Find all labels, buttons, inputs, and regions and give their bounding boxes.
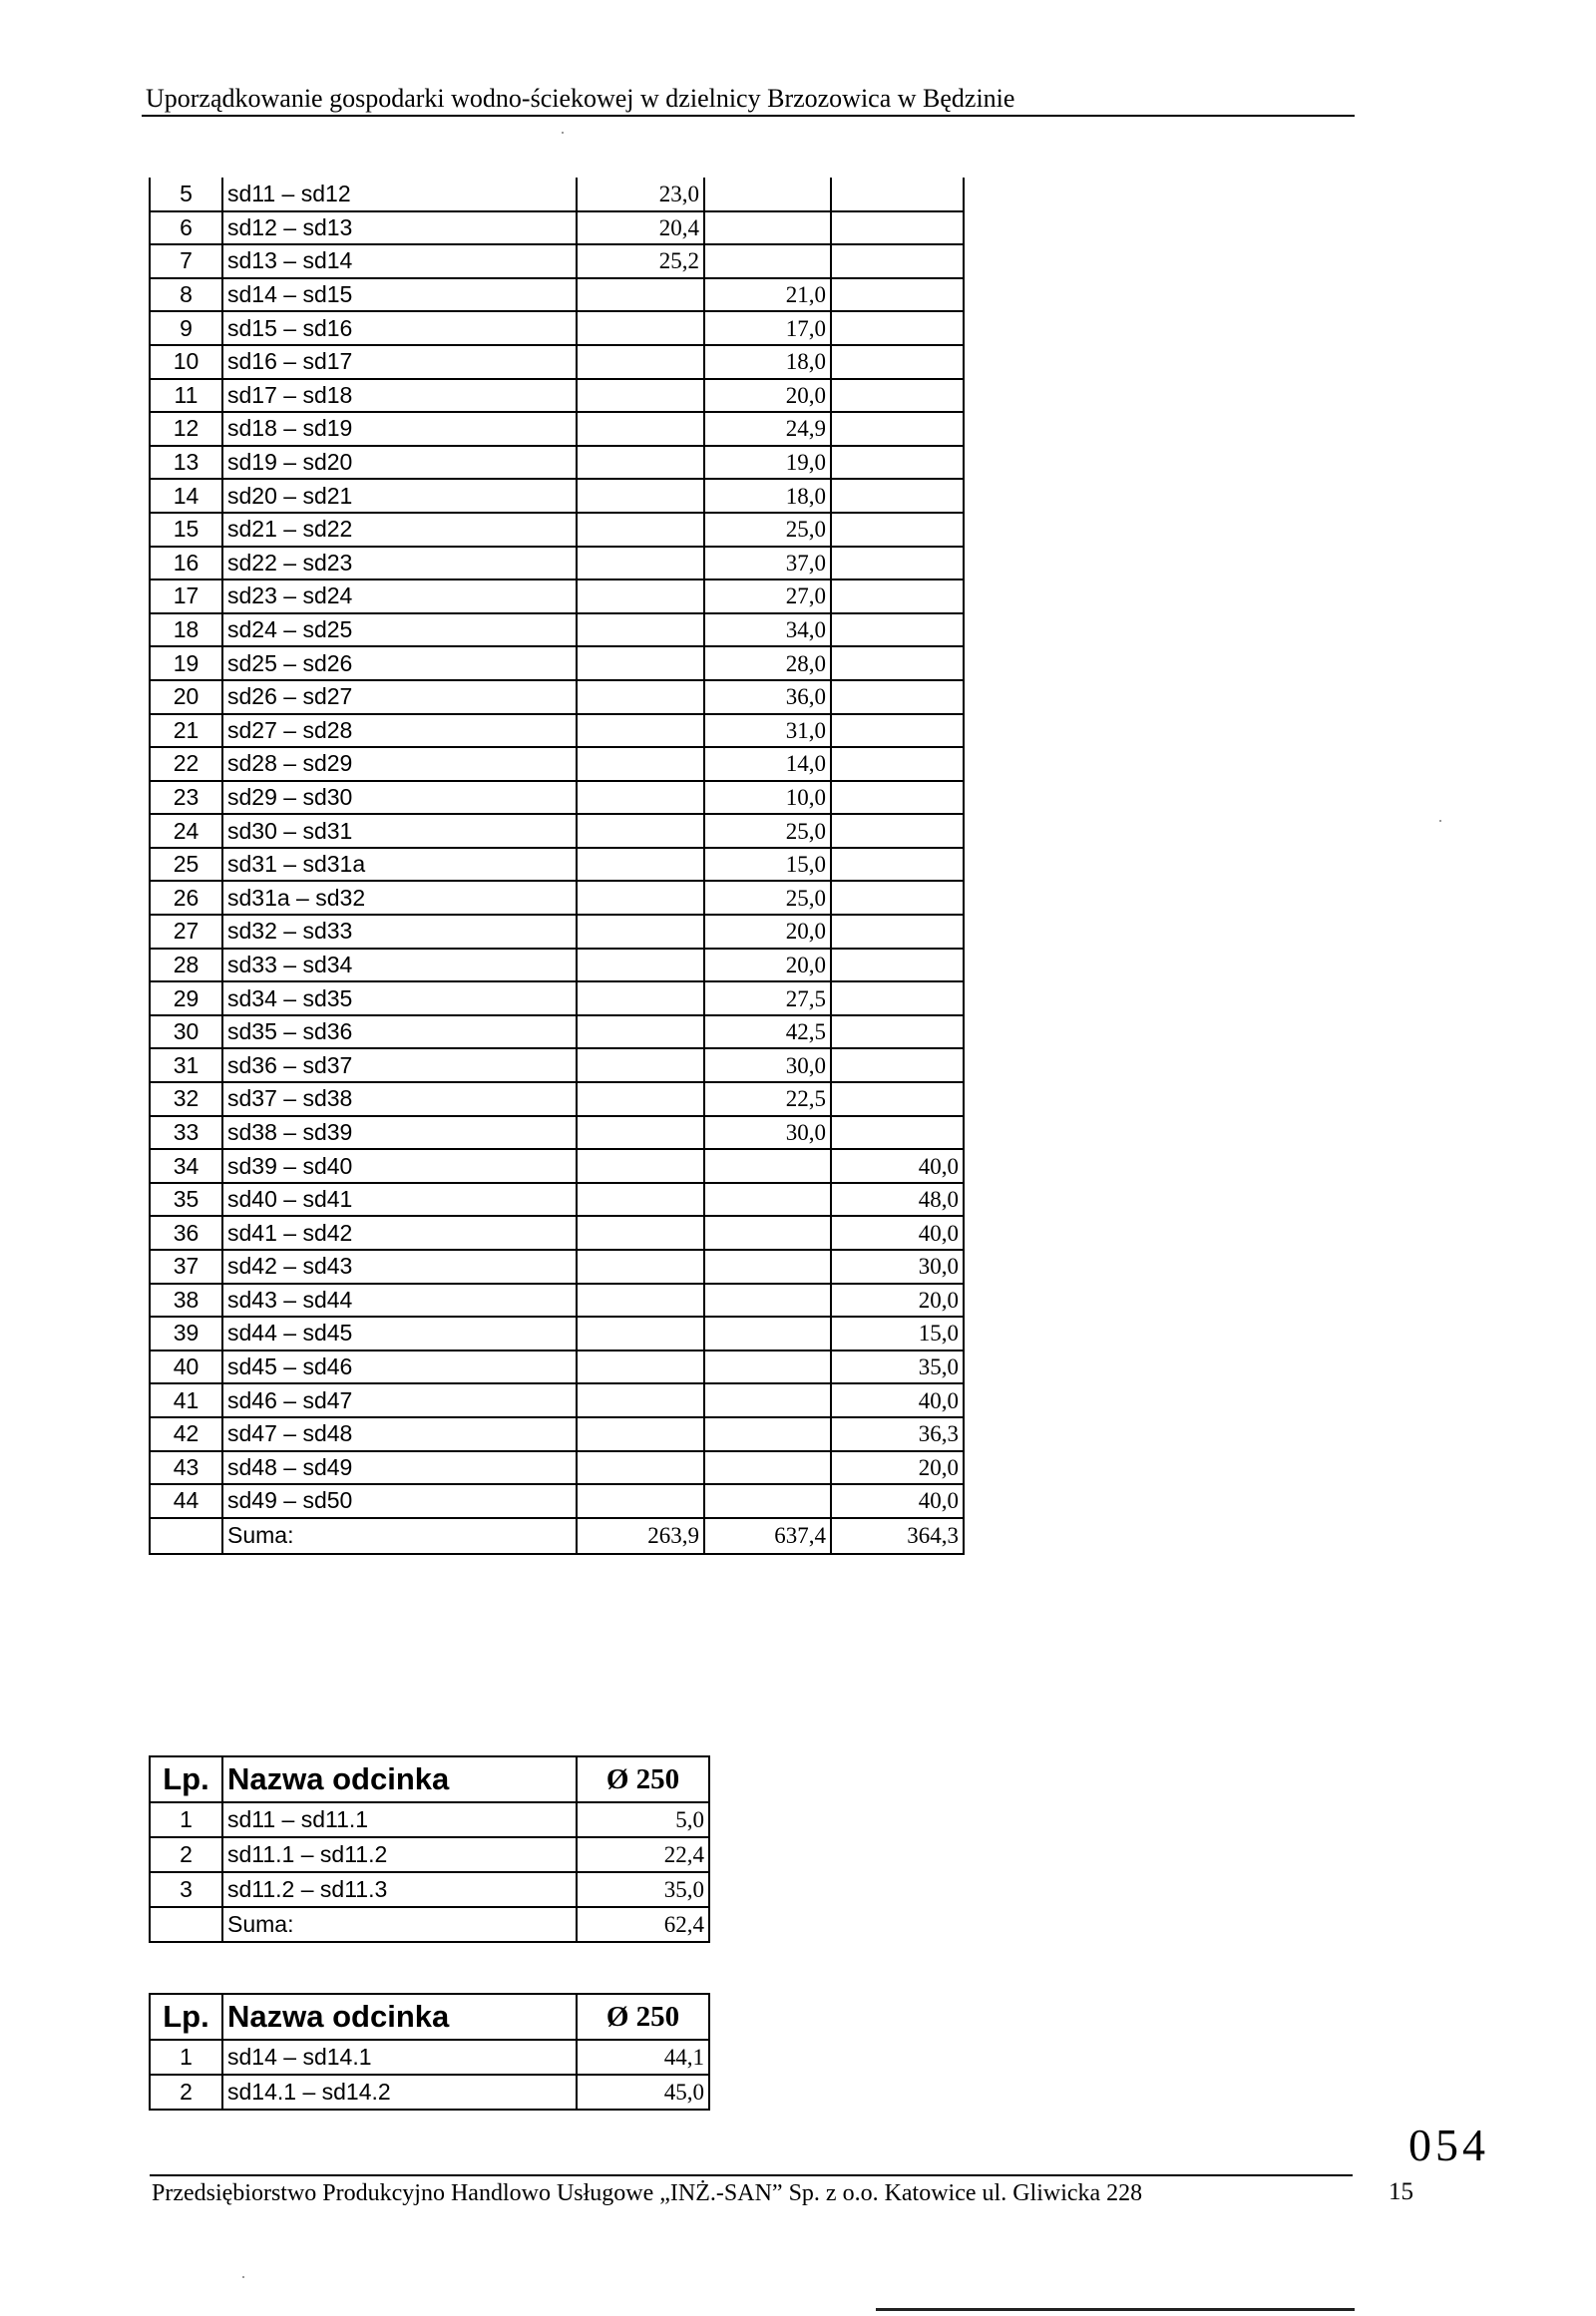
branch-sd11-table [149,1755,710,1943]
branch-sd11-body [150,1802,709,1942]
length-col1-cell [577,412,704,446]
section-name-cell: sd19 – sd20 [222,446,577,480]
name-header: Nazwa odcinka [222,1756,577,1802]
length-col1-cell [577,1216,704,1250]
section-name-cell: sd41 – sd42 [222,1216,577,1250]
length-col1-cell [577,1284,704,1318]
table-row [150,1015,964,1049]
diameter-header: Ø 250 [577,1994,709,2040]
table-header-row [150,1756,709,1802]
lp-cell: 9 [150,311,222,345]
length-col2-cell [704,211,831,245]
lp-cell: 29 [150,981,222,1015]
length-col2-cell: 24,9 [704,412,831,446]
lp-cell: 32 [150,1082,222,1116]
section-name-cell: sd27 – sd28 [222,714,577,748]
section-name-cell: sd32 – sd33 [222,915,577,949]
table-row [150,1484,964,1518]
lp-header: Lp. [150,1994,222,2040]
length-col1-cell [577,1317,704,1351]
header-rule [142,115,1355,117]
table-row [150,513,964,547]
table-row [150,1284,964,1318]
table-row [150,244,964,278]
table-row [150,1250,964,1284]
table-row [150,278,964,312]
lp-cell: 14 [150,479,222,513]
lp-cell: 20 [150,680,222,714]
section-name-cell: sd33 – sd34 [222,949,577,982]
length-col1-cell [577,1383,704,1417]
section-name-cell: sd14.1 – sd14.2 [222,2075,577,2110]
lp-cell: 6 [150,211,222,245]
section-name-cell: sd46 – sd47 [222,1383,577,1417]
table-row [150,379,964,413]
section-name-cell: sd17 – sd18 [222,379,577,413]
length-col2-cell: 37,0 [704,547,831,580]
lp-cell: 34 [150,1149,222,1183]
table-row [150,579,964,613]
length-col3-cell: 35,0 [831,1351,964,1384]
section-name-cell: sd38 – sd39 [222,1116,577,1150]
length-col1-cell [577,379,704,413]
length-col2-cell: 28,0 [704,646,831,680]
lp-cell: 44 [150,1484,222,1518]
section-name-cell: sd29 – sd30 [222,781,577,815]
table-row [150,1383,964,1417]
length-col2-cell: 14,0 [704,747,831,781]
section-name-cell: sd47 – sd48 [222,1417,577,1451]
section-name-cell: sd34 – sd35 [222,981,577,1015]
main-sections-table [149,178,965,1555]
section-name-cell: sd30 – sd31 [222,814,577,848]
length-col2-cell [704,1216,831,1250]
length-col3-cell [831,781,964,815]
length-col2-cell: 42,5 [704,1015,831,1049]
length-cell: 45,0 [577,2075,709,2110]
length-col2-cell [704,1417,831,1451]
table-row [150,646,964,680]
length-col3-cell [831,211,964,245]
table-row [150,2040,709,2075]
length-col1-cell [577,311,704,345]
section-name-cell: sd20 – sd21 [222,479,577,513]
total-value: 62,4 [577,1907,709,1942]
length-cell: 44,1 [577,2040,709,2075]
length-col2-cell [704,1484,831,1518]
length-col3-cell: 20,0 [831,1451,964,1485]
length-col2-cell: 20,0 [704,915,831,949]
length-col1-cell [577,1149,704,1183]
section-name-cell: sd12 – sd13 [222,211,577,245]
total-col1: 263,9 [577,1518,704,1554]
total-col2: 637,4 [704,1518,831,1554]
length-col1-cell [577,1484,704,1518]
length-col3-cell: 40,0 [831,1216,964,1250]
length-col2-cell [704,1284,831,1318]
section-name-cell: sd43 – sd44 [222,1284,577,1318]
length-col1-cell [577,781,704,815]
length-col1-cell [577,547,704,580]
section-name-cell: sd28 – sd29 [222,747,577,781]
length-col1-cell [577,446,704,480]
length-col2-cell [704,1317,831,1351]
lp-cell: 27 [150,915,222,949]
table-row [150,1872,709,1907]
length-col2-cell: 25,0 [704,513,831,547]
length-col1-cell [577,680,704,714]
length-col3-cell [831,949,964,982]
section-name-cell: sd11.1 – sd11.2 [222,1837,577,1872]
table-row [150,1116,964,1150]
table-row [150,781,964,815]
length-col2-cell: 19,0 [704,446,831,480]
length-col1-cell: 23,0 [577,178,704,211]
length-col2-cell: 22,5 [704,1082,831,1116]
length-col2-cell: 27,5 [704,981,831,1015]
section-name-cell: sd14 – sd15 [222,278,577,312]
lp-cell: 38 [150,1284,222,1318]
length-col1-cell [577,848,704,882]
length-col2-cell [704,244,831,278]
length-col2-cell: 20,0 [704,949,831,982]
lp-cell: 5 [150,178,222,211]
length-col3-cell: 30,0 [831,1250,964,1284]
lp-cell: 2 [150,2075,222,2110]
table-row [150,1451,964,1485]
section-name-cell: sd39 – sd40 [222,1149,577,1183]
length-col1-cell [577,1351,704,1384]
section-name-cell: sd31 – sd31a [222,848,577,882]
length-col3-cell [831,379,964,413]
length-col1-cell [577,479,704,513]
length-col3-cell [831,579,964,613]
table-row [150,1216,964,1250]
lp-cell: 36 [150,1216,222,1250]
total-col3: 364,3 [831,1518,964,1554]
length-col1-cell [577,1082,704,1116]
document-header-title: Uporządkowanie gospodarki wodno-ściekowej w dzielnicy Brzozowica w Będzinie [146,84,1015,113]
empty-cell [150,1907,222,1942]
section-name-cell: sd13 – sd14 [222,244,577,278]
length-col1-cell: 25,2 [577,244,704,278]
page-stamp: 054 [1408,2120,1489,2170]
section-name-cell: sd42 – sd43 [222,1250,577,1284]
length-col2-cell [704,1351,831,1384]
lp-cell: 11 [150,379,222,413]
lp-cell: 2 [150,1837,222,1872]
length-col2-cell: 25,0 [704,881,831,915]
length-cell: 22,4 [577,1837,709,1872]
length-col3-cell [831,345,964,379]
lp-cell: 1 [150,2040,222,2075]
length-col3-cell [831,1082,964,1116]
length-col2-cell [704,1451,831,1485]
lp-cell: 40 [150,1351,222,1384]
length-col2-cell: 15,0 [704,848,831,882]
lp-cell: 19 [150,646,222,680]
length-col2-cell: 18,0 [704,479,831,513]
length-col2-cell: 21,0 [704,278,831,312]
length-col3-cell: 48,0 [831,1183,964,1217]
table-header-row [150,1994,709,2040]
length-col3-cell: 15,0 [831,1317,964,1351]
length-col3-cell [831,613,964,647]
section-name-cell: sd48 – sd49 [222,1451,577,1485]
length-col3-cell [831,714,964,748]
table-row [150,981,964,1015]
length-col3-cell [831,278,964,312]
length-col3-cell [831,412,964,446]
length-col2-cell: 27,0 [704,579,831,613]
length-col1-cell [577,646,704,680]
scan-bottom-line [876,2308,1355,2311]
table-row [150,814,964,848]
length-col1-cell [577,1116,704,1150]
section-name-cell: sd16 – sd17 [222,345,577,379]
section-name-cell: sd24 – sd25 [222,613,577,647]
lp-cell: 28 [150,949,222,982]
lp-cell: 7 [150,244,222,278]
length-col1-cell [577,714,704,748]
length-col1-cell: 20,4 [577,211,704,245]
lp-cell: 3 [150,1872,222,1907]
lp-cell: 24 [150,814,222,848]
length-col3-cell [831,244,964,278]
length-col3-cell [831,915,964,949]
table-row [150,714,964,748]
length-col2-cell: 25,0 [704,814,831,848]
empty-cell [150,1518,222,1554]
lp-cell: 25 [150,848,222,882]
table-row [150,446,964,480]
table-row [150,1317,964,1351]
table-row [150,881,964,915]
length-col2-cell [704,178,831,211]
section-name-cell: sd22 – sd23 [222,547,577,580]
table-row [150,1048,964,1082]
length-cell: 35,0 [577,1872,709,1907]
table-row [150,1351,964,1384]
lp-cell: 1 [150,1802,222,1837]
section-name-cell: sd11 – sd12 [222,178,577,211]
lp-cell: 43 [150,1451,222,1485]
section-name-cell: sd21 – sd22 [222,513,577,547]
name-header: Nazwa odcinka [222,1994,577,2040]
table-row [150,311,964,345]
section-name-cell: sd35 – sd36 [222,1015,577,1049]
table-row [150,915,964,949]
length-col3-cell [831,881,964,915]
length-col1-cell [577,1451,704,1485]
section-name-cell: sd23 – sd24 [222,579,577,613]
lp-cell: 12 [150,412,222,446]
lp-cell: 42 [150,1417,222,1451]
length-col1-cell [577,747,704,781]
total-row [150,1518,964,1554]
lp-cell: 31 [150,1048,222,1082]
length-col3-cell: 40,0 [831,1484,964,1518]
length-col3-cell: 40,0 [831,1383,964,1417]
length-col3-cell [831,446,964,480]
length-col2-cell: 10,0 [704,781,831,815]
length-col1-cell [577,345,704,379]
lp-cell: 30 [150,1015,222,1049]
length-col1-cell [577,1015,704,1049]
length-col1-cell [577,1250,704,1284]
table-row [150,547,964,580]
length-col1-cell [577,1048,704,1082]
table-row [150,848,964,882]
lp-cell: 22 [150,747,222,781]
length-col2-cell: 34,0 [704,613,831,647]
table-row [150,2075,709,2110]
table-row [150,412,964,446]
table-row [150,613,964,647]
section-name-cell: sd25 – sd26 [222,646,577,680]
length-col1-cell [577,579,704,613]
length-col3-cell: 20,0 [831,1284,964,1318]
length-col2-cell: 31,0 [704,714,831,748]
section-name-cell: sd15 – sd16 [222,311,577,345]
section-name-cell: sd11.2 – sd11.3 [222,1872,577,1907]
footer-company: Przedsiębiorstwo Produkcyjno Handlowo Usługowe „INŻ.-SAN” Sp. z o.o. Katowice ul. Gliwicka 228 [152,2180,1143,2206]
length-col1-cell [577,949,704,982]
lp-cell: 26 [150,881,222,915]
length-col3-cell [831,311,964,345]
table-row [150,1183,964,1217]
section-name-cell: sd26 – sd27 [222,680,577,714]
main-table-body [150,178,964,1554]
table-row [150,680,964,714]
section-name-cell: sd31a – sd32 [222,881,577,915]
footer-rule [150,2174,1353,2176]
length-col1-cell [577,915,704,949]
length-col3-cell: 40,0 [831,1149,964,1183]
total-row [150,1907,709,1942]
section-name-cell: sd45 – sd46 [222,1351,577,1384]
table-row [150,1082,964,1116]
table-row [150,1837,709,1872]
table-row [150,345,964,379]
section-name-cell: sd37 – sd38 [222,1082,577,1116]
lp-cell: 10 [150,345,222,379]
table-row [150,1149,964,1183]
section-name-cell: sd14 – sd14.1 [222,2040,577,2075]
table-row [150,747,964,781]
lp-cell: 18 [150,613,222,647]
length-col2-cell [704,1183,831,1217]
length-col2-cell: 20,0 [704,379,831,413]
lp-cell: 21 [150,714,222,748]
lp-cell: 8 [150,278,222,312]
lp-cell: 16 [150,547,222,580]
scan-speck [242,2276,244,2278]
length-col3-cell [831,547,964,580]
lp-cell: 13 [150,446,222,480]
length-col1-cell [577,814,704,848]
table-row [150,178,964,211]
length-col3-cell [831,646,964,680]
scan-speck [562,132,564,134]
lp-cell: 15 [150,513,222,547]
length-col1-cell [577,513,704,547]
lp-cell: 39 [150,1317,222,1351]
length-col1-cell [577,613,704,647]
table-row [150,1417,964,1451]
page-number: 15 [1389,2178,1413,2205]
length-col3-cell [831,848,964,882]
table-row [150,1802,709,1837]
length-col3-cell [831,178,964,211]
table-row [150,211,964,245]
section-name-cell: sd40 – sd41 [222,1183,577,1217]
total-label: Suma: [222,1907,577,1942]
lp-cell: 41 [150,1383,222,1417]
length-col1-cell [577,1183,704,1217]
section-name-cell: sd49 – sd50 [222,1484,577,1518]
length-col2-cell: 17,0 [704,311,831,345]
length-col2-cell: 30,0 [704,1116,831,1150]
length-col3-cell [831,680,964,714]
lp-header: Lp. [150,1756,222,1802]
diameter-header: Ø 250 [577,1756,709,1802]
length-col2-cell [704,1383,831,1417]
length-col1-cell [577,278,704,312]
section-name-cell: sd11 – sd11.1 [222,1802,577,1837]
table-row [150,949,964,982]
branch-sd14-table [149,1993,710,2111]
lp-cell: 23 [150,781,222,815]
length-col1-cell [577,881,704,915]
length-col3-cell [831,513,964,547]
section-name-cell: sd18 – sd19 [222,412,577,446]
length-col2-cell: 18,0 [704,345,831,379]
length-col3-cell [831,1015,964,1049]
length-cell: 5,0 [577,1802,709,1837]
branch-sd14-body [150,2040,709,2110]
length-col3-cell [831,1048,964,1082]
length-col3-cell [831,747,964,781]
length-col3-cell [831,479,964,513]
length-col1-cell [577,1417,704,1451]
length-col3-cell [831,1116,964,1150]
lp-cell: 37 [150,1250,222,1284]
length-col2-cell [704,1250,831,1284]
table-row [150,479,964,513]
length-col3-cell: 36,3 [831,1417,964,1451]
scan-speck [1439,820,1441,822]
section-name-cell: sd44 – sd45 [222,1317,577,1351]
lp-cell: 35 [150,1183,222,1217]
length-col2-cell: 30,0 [704,1048,831,1082]
total-label: Suma: [222,1518,577,1554]
section-name-cell: sd36 – sd37 [222,1048,577,1082]
lp-cell: 33 [150,1116,222,1150]
length-col2-cell: 36,0 [704,680,831,714]
length-col2-cell [704,1149,831,1183]
length-col3-cell [831,814,964,848]
length-col3-cell [831,981,964,1015]
lp-cell: 17 [150,579,222,613]
length-col1-cell [577,981,704,1015]
